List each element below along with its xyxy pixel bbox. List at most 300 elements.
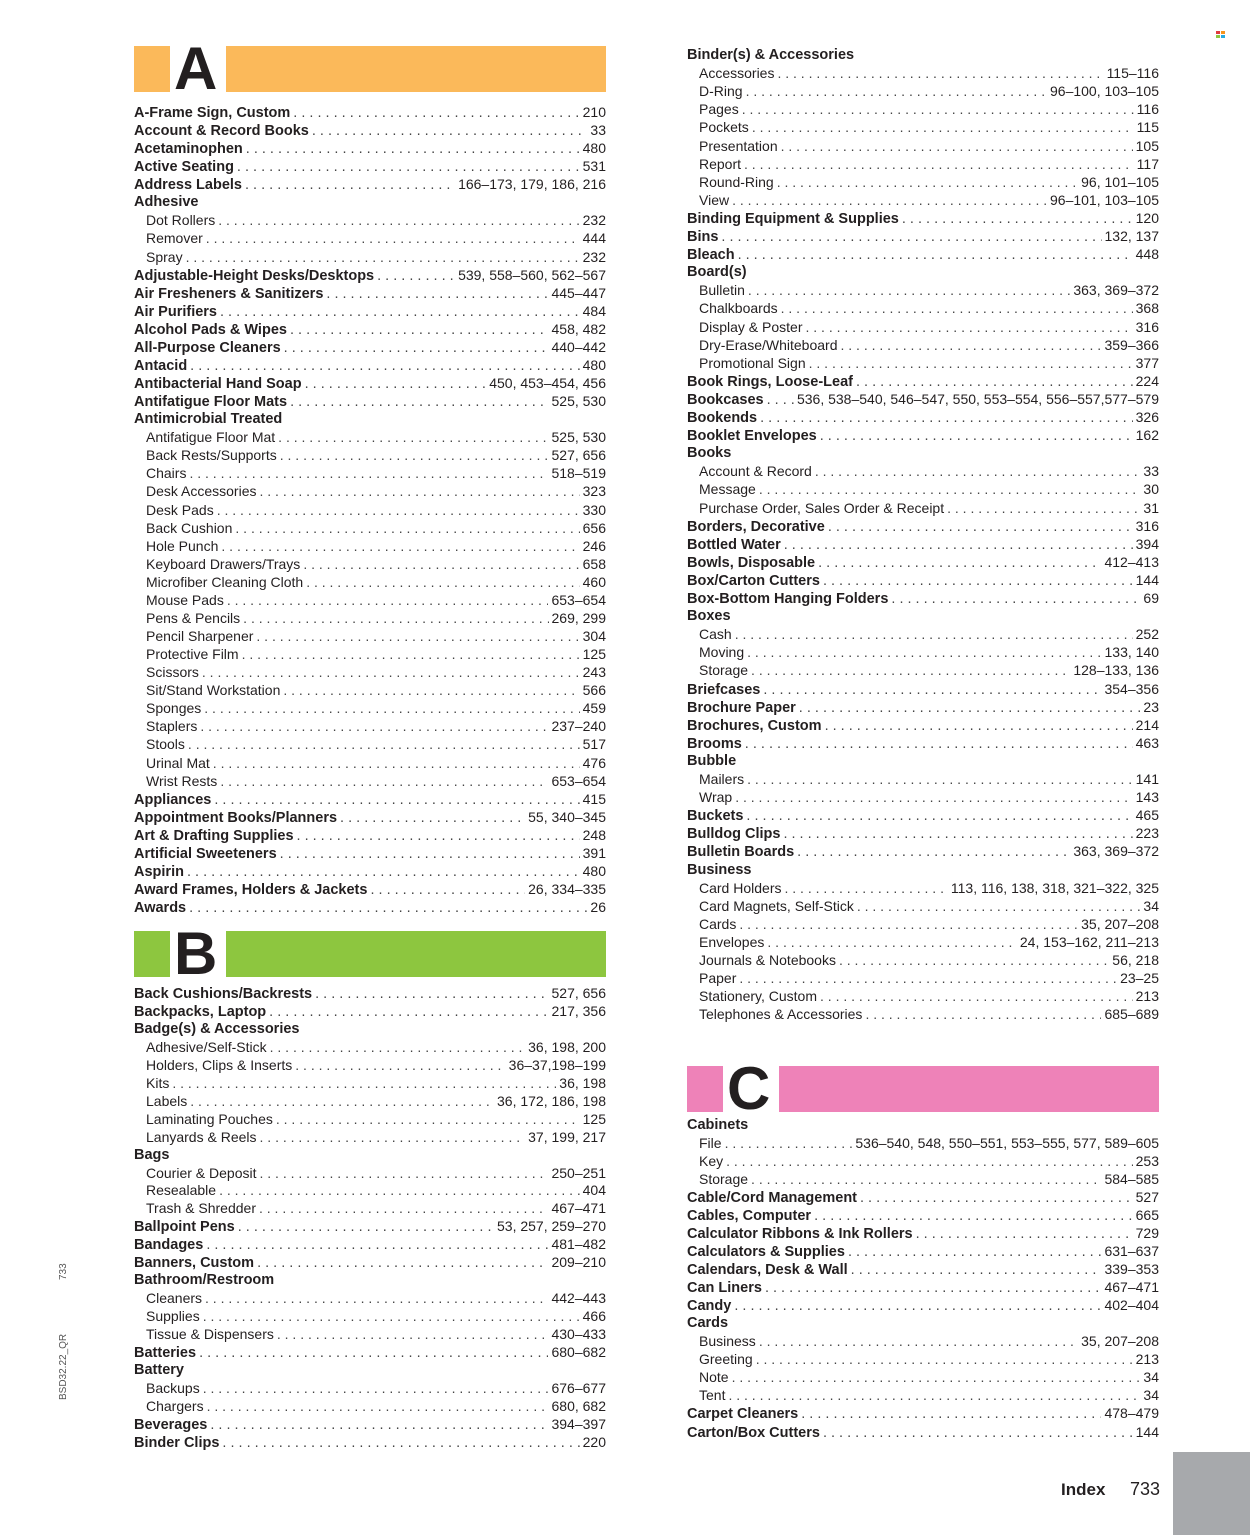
dot-leader: [735, 625, 1133, 643]
dot-leader: [747, 643, 1101, 661]
dot-leader: [801, 1405, 1101, 1423]
entry-label: Awards: [134, 900, 187, 917]
dot-leader: [295, 1056, 505, 1074]
entry-pages: 36–37,198–199: [508, 1056, 606, 1073]
entry-label: Brochures, Custom: [687, 717, 822, 734]
entry-label: Binder(s) & Accessories: [687, 47, 855, 63]
dot-leader: [377, 267, 455, 285]
index-entry: [687, 969, 1159, 987]
entry-label: Spray: [146, 248, 183, 265]
index-entry: [134, 211, 606, 229]
index-entry: [134, 1217, 606, 1235]
entry-pages: 536–540, 548, 550–551, 553–555, 577, 589–605: [855, 1135, 1159, 1152]
index-entry: [687, 553, 1159, 571]
entry-label: Adjustable-Height Desks/Desktops: [134, 267, 375, 284]
index-entry: [687, 1404, 1159, 1422]
index-entry: [687, 661, 1159, 679]
dot-leader: [725, 1134, 853, 1152]
entry-label: Paper: [699, 970, 737, 987]
index-entry: [134, 501, 606, 519]
entry-pages: 394–397: [551, 1415, 606, 1432]
entry-pages: 539, 558–560, 562–567: [458, 266, 606, 283]
dot-leader: [207, 1397, 549, 1415]
index-entry: [687, 589, 1159, 607]
index-entry: [687, 1260, 1159, 1278]
dot-leader: [735, 788, 1132, 806]
index-entry: [687, 100, 1159, 118]
entry-label: Scissors: [146, 664, 199, 681]
index-entry: [134, 1074, 606, 1092]
entry-label: View: [699, 191, 730, 208]
entry-label: Appointment Books/Planners: [134, 809, 338, 826]
index-entry: [134, 1379, 606, 1397]
dot-leader: [242, 645, 580, 663]
entry-label: Cash: [699, 626, 732, 643]
dot-leader: [217, 501, 580, 519]
dot-leader: [370, 881, 525, 899]
dot-leader: [270, 1038, 526, 1056]
index-entry: [134, 1199, 606, 1217]
entry-label: Sponges: [146, 700, 202, 717]
dot-leader: [189, 464, 548, 482]
entry-label: Air Fresheners & Sanitizers: [134, 285, 324, 302]
index-entry: [134, 356, 606, 374]
dot-leader: [256, 627, 579, 645]
entry-label: Binding Equipment & Supplies: [687, 210, 899, 227]
index-entry: [687, 263, 1159, 281]
dot-leader: [820, 987, 1133, 1005]
index-entry: [134, 1235, 606, 1253]
index-entry: [687, 1116, 1159, 1134]
entry-label: Pens & Pencils: [146, 609, 241, 626]
dot-leader: [259, 482, 579, 500]
dot-leader: [739, 969, 1117, 987]
entry-pages: 24, 153–162, 211–213: [1019, 933, 1159, 950]
entry-pages: 480: [582, 356, 606, 373]
index-entry: [687, 245, 1159, 263]
entry-pages: 243: [582, 664, 606, 681]
entry-pages: 248: [582, 826, 606, 843]
index-entry: [134, 826, 606, 844]
entry-label: Kits: [146, 1074, 170, 1091]
index-entry: [134, 1433, 606, 1451]
entry-label: Pockets: [699, 119, 749, 136]
entry-label: A-Frame Sign, Custom: [134, 105, 291, 121]
index-entry: [134, 157, 606, 175]
entry-label: Mailers: [699, 771, 745, 787]
entry-pages: 480: [582, 862, 606, 879]
index-entry: [687, 643, 1159, 661]
index-entry: [134, 320, 606, 338]
entry-label: Address Labels: [134, 177, 242, 194]
entry-pages: 250–251: [551, 1164, 606, 1181]
dot-leader: [221, 537, 579, 555]
entry-label: Holders, Clips & Inserts: [146, 1056, 293, 1073]
entry-pages: 252: [1135, 626, 1159, 643]
entry-pages: 476: [582, 754, 606, 771]
entry-pages: 442–443: [551, 1290, 606, 1307]
entry-label: Laminating Pouches: [146, 1110, 273, 1127]
dot-leader: [746, 807, 1132, 825]
entry-pages: 316: [1135, 517, 1159, 534]
index-entry: [687, 299, 1159, 317]
index-entry: [134, 645, 606, 663]
entry-label: Card Magnets, Self-Stick: [699, 897, 854, 914]
index-entry: [134, 1092, 606, 1110]
index-entry: [687, 680, 1159, 698]
dot-leader: [815, 462, 1141, 480]
dot-leader: [218, 211, 579, 229]
entry-pages: 23–25: [1120, 970, 1159, 987]
index-entry: [134, 772, 606, 790]
entry-label: Aspirin: [134, 863, 184, 880]
index-entry: [134, 266, 606, 284]
entry-pages: 113, 116, 138, 318, 321–322, 325: [950, 879, 1159, 896]
entry-pages: 162: [1135, 427, 1159, 444]
entry-pages: 354–356: [1104, 680, 1159, 697]
entry-pages: 466: [582, 1308, 606, 1325]
dot-leader: [284, 339, 549, 357]
entry-pages: 527: [1135, 1189, 1159, 1206]
index-entry: [687, 191, 1159, 209]
entry-label: Storage: [699, 1171, 749, 1188]
index-entry: [687, 915, 1159, 933]
dot-leader: [206, 1236, 548, 1254]
entry-label: Chargers: [146, 1397, 204, 1414]
entry-label: Adhesive/Self-Stick: [146, 1038, 267, 1055]
entry-label: Report: [699, 155, 742, 172]
dot-leader: [857, 897, 1141, 915]
dot-leader: [277, 1325, 549, 1343]
entry-label: Calculator Ribbons & Ink Rollers: [687, 1226, 913, 1243]
index-entry: [687, 535, 1159, 553]
dot-leader: [739, 915, 1078, 933]
entry-label: Chairs: [146, 465, 187, 482]
entry-pages: 128–133, 136: [1073, 662, 1159, 679]
index-entry: [134, 1128, 606, 1146]
entry-label: Buckets: [687, 808, 744, 825]
entry-label: Cabinets: [687, 1117, 749, 1133]
banner-square: [687, 1066, 723, 1112]
dot-leader: [200, 717, 548, 735]
entry-pages: 404: [582, 1182, 606, 1199]
entry-label: Bulletin Boards: [687, 844, 795, 861]
entry-pages: 246: [582, 537, 606, 554]
dot-leader: [777, 64, 1103, 82]
index-entry: [687, 173, 1159, 191]
dot-leader: [257, 1254, 548, 1272]
dot-leader: [732, 1368, 1141, 1386]
entry-pages: 34: [1143, 897, 1159, 914]
dot-leader: [823, 1424, 1133, 1442]
entry-pages: 35, 207–208: [1081, 1333, 1159, 1350]
index-entry: [134, 1289, 606, 1307]
entry-pages: 36, 198: [559, 1074, 606, 1091]
entry-pages: 377: [1135, 354, 1159, 371]
index-entry: [687, 118, 1159, 136]
index-entry: [134, 717, 606, 735]
entry-pages: 527, 656: [551, 447, 606, 464]
entry-label: Antifatigue Floor Mats: [134, 394, 288, 411]
dot-leader: [891, 590, 1140, 608]
entry-label: Box/Carton Cutters: [687, 572, 820, 589]
dot-leader: [306, 573, 579, 591]
dot-leader: [297, 827, 580, 845]
entry-label: Bags: [134, 1146, 170, 1163]
index-entry: [687, 1152, 1159, 1170]
index-entry: [687, 318, 1159, 336]
entry-label: Back Cushion: [146, 519, 233, 536]
dot-leader: [305, 375, 487, 393]
dot-leader: [759, 480, 1141, 498]
dot-leader: [172, 1074, 556, 1092]
entry-label: Acetaminophen: [134, 141, 243, 158]
entry-pages: 463: [1135, 734, 1159, 751]
index-entry: [687, 861, 1159, 879]
index-entry: [687, 390, 1159, 408]
index-entry: [687, 1386, 1159, 1404]
dot-leader: [245, 176, 455, 194]
entry-pages: 31: [1143, 499, 1159, 516]
index-entry: [134, 1110, 606, 1128]
entry-label: Brochure Paper: [687, 699, 796, 716]
dot-leader: [916, 1225, 1133, 1243]
dot-leader: [860, 1189, 1133, 1207]
entry-pages: 33: [1143, 463, 1159, 480]
dot-leader: [260, 1164, 549, 1182]
entry-pages: 96–100, 103–105: [1050, 83, 1159, 100]
entry-pages: 444: [582, 230, 606, 247]
dot-leader: [784, 536, 1133, 554]
index-entry: [687, 408, 1159, 426]
index-entry: [687, 716, 1159, 734]
index-entry: [134, 555, 606, 573]
index-entry: [687, 82, 1159, 100]
entry-pages: 132, 137: [1104, 228, 1159, 244]
dot-leader: [220, 303, 580, 321]
index-entry: [134, 302, 606, 320]
index-entry: [687, 770, 1159, 788]
entry-pages: 253: [1135, 1153, 1159, 1170]
dot-leader: [746, 82, 1047, 100]
index-entry: [134, 284, 606, 302]
entry-label: Batteries: [134, 1345, 197, 1361]
dot-leader: [751, 661, 1070, 679]
entry-label: D-Ring: [699, 83, 743, 100]
entry-pages: 26, 334–335: [528, 881, 606, 897]
footer-page-number: 733: [1130, 1479, 1161, 1499]
entry-pages: 96–101, 103–105: [1050, 191, 1159, 208]
index-entry: [687, 1224, 1159, 1242]
dot-leader: [283, 681, 579, 699]
entry-label: Greeting: [699, 1351, 753, 1368]
dot-leader: [841, 336, 1102, 354]
dot-leader: [219, 1181, 580, 1199]
entry-label: Trash & Shredder: [146, 1200, 256, 1217]
banner-square: [134, 46, 170, 92]
dot-leader: [235, 519, 579, 537]
dot-leader: [851, 1261, 1102, 1279]
index-entry: [134, 663, 606, 681]
entry-label: Candy: [687, 1298, 732, 1315]
dot-leader: [190, 1092, 494, 1110]
entry-pages: 316: [1135, 318, 1159, 335]
entry-label: Carpet Cleaners: [687, 1406, 799, 1423]
index-entry: [687, 1350, 1159, 1368]
entry-pages: 445–447: [551, 284, 606, 301]
dot-leader: [856, 373, 1133, 391]
index-entry: [134, 1002, 606, 1020]
entry-label: Bandages: [134, 1237, 204, 1254]
entry-label: Bubble: [687, 752, 737, 769]
entry-label: Stools: [146, 736, 185, 753]
side-catalog-code: BSD32.22_QR: [58, 1333, 69, 1400]
entry-pages: 125: [582, 646, 606, 663]
index-entry: [134, 338, 606, 356]
index-entry: [134, 519, 606, 537]
entry-pages: 415: [582, 790, 606, 807]
index-entry: [687, 209, 1159, 227]
entry-label: Bookcases: [687, 391, 764, 408]
index-entry: [687, 625, 1159, 643]
dot-leader: [777, 173, 1078, 191]
entry-pages: 566: [582, 682, 606, 699]
entry-label: Mouse Pads: [146, 591, 224, 608]
index-entry: [687, 1332, 1159, 1350]
index-entry: [134, 681, 606, 699]
entry-label: Presentation: [699, 137, 778, 154]
index-entry: [687, 1242, 1159, 1260]
index-entry: [687, 426, 1159, 444]
entry-pages: 653–654: [551, 591, 606, 608]
entry-pages: 224: [1135, 372, 1159, 389]
dot-leader: [260, 1128, 526, 1146]
index-entry: [134, 862, 606, 880]
dot-leader: [222, 1434, 579, 1452]
entry-pages: 458, 482: [551, 320, 606, 337]
entry-label: All-Purpose Cleaners: [134, 339, 281, 356]
entry-pages: 465: [1135, 807, 1159, 824]
index-entry: [134, 1164, 606, 1182]
dot-leader: [210, 1416, 548, 1434]
index-entry: [687, 1423, 1159, 1441]
entry-label: Dry-Erase/Whiteboard: [699, 336, 838, 353]
entry-pages: 36, 172, 186, 198: [497, 1092, 606, 1109]
entry-label: Boxes: [687, 608, 731, 625]
entry-pages: 213: [1135, 988, 1159, 1005]
entry-label: Beverages: [134, 1416, 208, 1433]
entry-pages: 631–637: [1104, 1243, 1159, 1260]
index-entry: [134, 121, 606, 139]
dot-leader: [823, 572, 1133, 590]
entry-label: Courier & Deposit: [146, 1164, 257, 1181]
entry-pages: 448: [1135, 246, 1159, 263]
entry-label: Tissue & Dispensers: [146, 1326, 274, 1343]
entry-pages: 368: [1135, 300, 1159, 317]
dot-leader: [809, 354, 1133, 372]
index-entry: [134, 880, 606, 898]
entry-pages: 36, 198, 200: [528, 1038, 606, 1055]
entry-pages: 144: [1135, 1423, 1159, 1440]
dot-leader: [315, 985, 548, 1003]
entry-label: Business: [699, 1333, 756, 1350]
index-entry: [134, 790, 606, 808]
dot-leader: [187, 863, 580, 881]
index-entry: [134, 1361, 606, 1379]
entry-label: Display & Poster: [699, 318, 803, 335]
entry-label: Board(s): [687, 264, 747, 281]
section-letter: B: [174, 920, 218, 987]
entry-label: Protective Film: [146, 646, 239, 663]
dot-leader: [805, 318, 1132, 336]
entry-pages: 116: [1136, 101, 1159, 118]
dot-leader: [728, 1386, 1140, 1404]
entry-pages: 35, 207–208: [1081, 915, 1159, 932]
entry-pages: 680–682: [551, 1344, 606, 1360]
banner-square: [134, 931, 170, 977]
entry-label: Cables, Computer: [687, 1208, 812, 1225]
dot-leader: [865, 1005, 1101, 1023]
entry-pages: 33: [590, 122, 606, 139]
entry-pages: 269, 299: [551, 609, 606, 626]
section-banner-b: [134, 920, 606, 987]
dot-leader: [799, 699, 1141, 717]
entry-label: Desk Pads: [146, 501, 214, 518]
entry-pages: 527, 656: [551, 985, 606, 1001]
dot-leader: [203, 1379, 549, 1397]
entry-label: Round-Ring: [699, 173, 774, 190]
entry-pages: 105: [1135, 137, 1159, 154]
entry-pages: 330: [582, 501, 606, 518]
index-entry: [134, 374, 606, 392]
entry-pages: 536, 538–540, 546–547, 550, 553–554, 556–557,577–579: [796, 390, 1159, 407]
index-entry: [134, 428, 606, 446]
entry-pages: 525, 530: [551, 429, 606, 446]
entry-label: Backpacks, Laptop: [134, 1003, 267, 1020]
entry-pages: 450, 453–454, 456: [489, 375, 606, 392]
index-entry: [134, 1397, 606, 1415]
dot-leader: [742, 100, 1134, 118]
index-entry: [134, 1271, 606, 1289]
entry-label: Chalkboards: [699, 300, 778, 317]
index-entry: [134, 1020, 606, 1038]
index-entry: [134, 175, 606, 193]
entry-label: Back Rests/Supports: [146, 447, 277, 464]
dot-leader: [340, 809, 525, 827]
index-entry: [134, 464, 606, 482]
dot-leader: [205, 1289, 548, 1307]
entry-pages: 326: [1135, 409, 1159, 425]
entry-label: Back Cushions/Backrests: [134, 986, 313, 1002]
entry-pages: 676–677: [551, 1379, 606, 1396]
dot-leader: [189, 899, 587, 917]
dot-leader: [752, 118, 1134, 136]
entry-pages: 125: [582, 1110, 606, 1127]
dot-leader: [269, 1003, 548, 1021]
entry-label: Pages: [699, 101, 739, 118]
entry-pages: 658: [582, 555, 606, 572]
entry-pages: 467–471: [1104, 1279, 1159, 1296]
entry-label: Wrap: [699, 789, 733, 806]
dot-leader: [797, 843, 1070, 861]
entry-label: Moving: [699, 644, 745, 661]
entry-label: Backups: [146, 1379, 200, 1396]
entry-pages: 53, 257, 259–270: [497, 1218, 606, 1235]
entry-label: Lanyards & Reels: [146, 1128, 257, 1145]
dot-leader: [721, 228, 1101, 246]
entry-pages: 96, 101–105: [1081, 173, 1159, 190]
dot-leader: [278, 428, 548, 446]
